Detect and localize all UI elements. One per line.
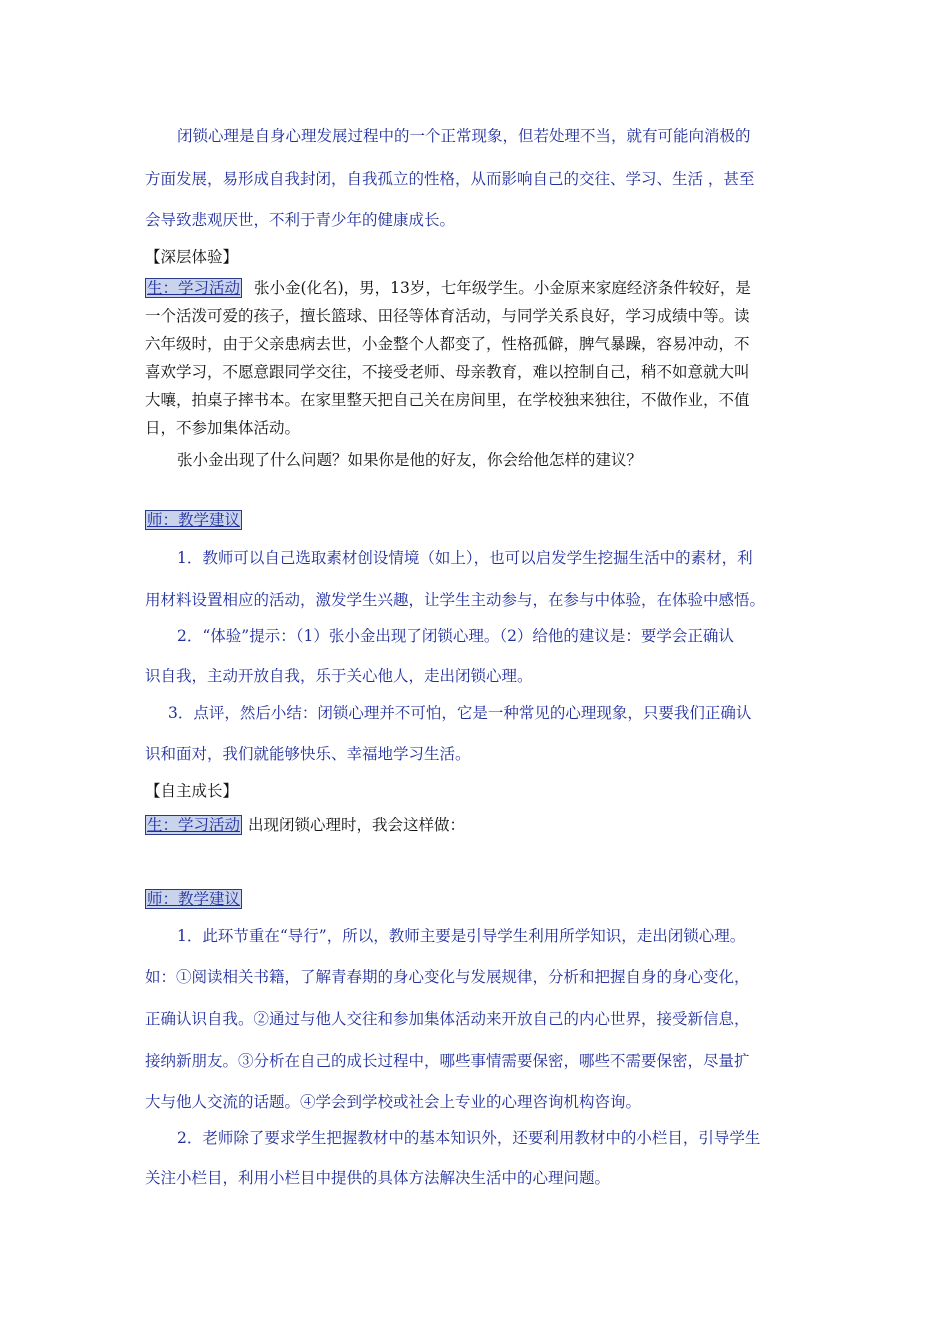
advice1-point2-line-1: 2．“体验”提示：（1）张小金出现了闭锁心理。（2）给他的建议是：要学会正确认	[177, 627, 734, 645]
advice2-point1-line-1: 1．此环节重在“导行”，所以，教师主要是引导学生利用所学知识，走出闭锁心理。	[177, 927, 746, 945]
section-heading-self-growth: 【自主成长】	[145, 782, 239, 800]
student-activity-tag: 生：学习活动	[147, 279, 241, 297]
teacher-advice-row-2	[145, 889, 815, 909]
case-line-4: 喜欢学习，不愿意跟同学交往，不接受老师、母亲教育，难以控制自己，稍不如意就大叫	[145, 363, 750, 381]
student-activity-tag-2: 生：学习活动	[147, 816, 241, 834]
teacher-advice-row-1	[145, 510, 815, 530]
intro-line-2: 方面发展，易形成自我封闭，自我孤立的性格，从而影响自己的交往、学习、生活 ，甚至	[145, 170, 755, 188]
advice1-point3-line-1: 3．点评，然后小结：闭锁心理并不可怕，它是一种常见的心理现象，只要我们正确认	[168, 704, 752, 722]
advice1-point2-line-2: 识自我，主动开放自我，乐于关心他人，走出闭锁心理。	[145, 667, 533, 685]
advice2-point1-line-4: 接纳新朋友。③分析在自己的成长过程中，哪些事情需要保密，哪些不需要保密，尽量扩	[145, 1052, 750, 1070]
case-question: 张小金出现了什么问题？如果你是他的好友，你会给他怎样的建议？	[177, 451, 643, 469]
self-growth-prompt: 出现闭锁心理时，我会这样做：	[248, 816, 466, 834]
teacher-advice-tag-2: 师：教学建议	[147, 890, 241, 908]
advice1-point3-line-2: 识和面对，我们就能够快乐、幸福地学习生活。	[145, 745, 471, 763]
advice2-point2-line-2: 关注小栏目，利用小栏目中提供的具体方法解决生活中的心理问题。	[145, 1169, 611, 1187]
advice2-point2-line-1: 2．老师除了要求学生把握教材中的基本知识外，还要利用教材中的小栏目，引导学生	[177, 1129, 761, 1147]
advice2-point1-line-3: 正确认识自我。②通过与他人交往和参加集体活动来开放自己的内心世界，接受新信息，	[145, 1010, 750, 1028]
case-line-5: 大嚷，拍桌子摔书本。在家里整天把自己关在房间里，在学校独来独往，不做作业，不值	[145, 391, 750, 409]
self-growth-prompt-line	[145, 815, 815, 835]
case-line-3: 六年级时，由于父亲患病去世，小金整个人都变了，性格孤僻，脾气暴躁，容易冲动，不	[145, 335, 750, 353]
case-line-6: 日，不参加集体活动。	[145, 419, 301, 437]
advice2-point1-line-5: 大与他人交流的话题。④学会到学校或社会上专业的心理咨询机构咨询。	[145, 1093, 642, 1111]
case-line-1	[145, 278, 815, 298]
intro-line-3: 会导致悲观厌世，不利于青少年的健康成长。	[145, 211, 456, 229]
intro-line-1: 闭锁心理是自身心理发展过程中的一个正常现象，但若处理不当，就有可能向消极的	[177, 127, 751, 145]
section-heading-deep-experience: 【深层体验】	[145, 248, 239, 266]
case-line-2: 一个活泼可爱的孩子，擅长篮球、田径等体育活动，与同学关系良好，学习成绩中等。读	[145, 307, 750, 325]
advice1-point1-line-2: 用材料设置相应的活动，激发学生兴趣，让学生主动参与，在参与中体验，在体验中感悟。	[145, 591, 766, 609]
advice1-point1-line-1: 1．教师可以自己选取素材创设情境（如上），也可以启发学生挖掘生活中的素材，利	[177, 549, 753, 567]
case-text: 张小金(化名)，男，13岁，七年级学生。小金原来家庭经济条件较好，是	[254, 279, 751, 297]
teacher-advice-tag: 师：教学建议	[147, 511, 241, 529]
advice2-point1-line-2: 如：①阅读相关书籍，了解青春期的身心变化与发展规律，分析和把握自身的身心变化，	[145, 968, 750, 986]
